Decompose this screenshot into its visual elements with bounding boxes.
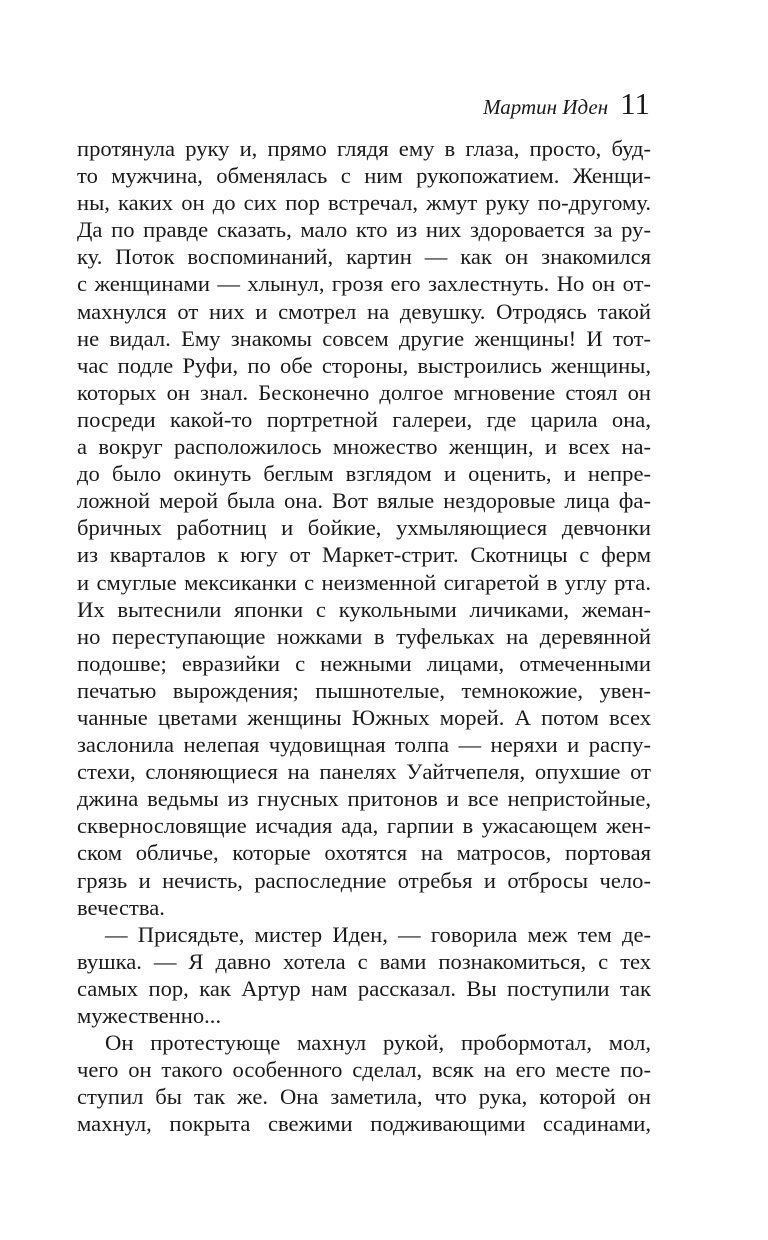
text-line: грязь и нечисть, распоследние отребья и отбросы чело-: [77, 867, 651, 893]
text-line: а вокруг расположилось множество женщин, и всех на-: [77, 434, 651, 460]
text-line: ступил бы так же. Она заметила, что рука, которой он: [77, 1084, 651, 1110]
text-line: стехи, слоняющиеся на панелях Уайтчепеля, опухшие от: [77, 759, 651, 785]
running-head: [483, 88, 650, 120]
body-text: [77, 135, 651, 1137]
text-line: вечества.: [77, 894, 165, 920]
text-line: чего он такого особенного сделал, всяк на его месте по-: [77, 1057, 651, 1083]
text-line: чанные цветами женщины Южных морей. А потом всех: [77, 704, 651, 730]
text-line: ложной мерой была она. Вот вялые нездоровые лица фа-: [77, 488, 651, 514]
text-line: посреди какой-то портретной галереи, где царила она,: [77, 406, 651, 432]
text-line: протянула руку и, прямо глядя ему в глаза, просто, буд-: [77, 136, 651, 161]
text-line: махнулся от них и смотрел на девушку. Отродясь такой: [77, 298, 651, 324]
text-line: час подле Руфи, по обе стороны, выстроились женщины,: [77, 352, 651, 378]
text-line: ны, каких он до сих пор встречал, жмут руку по-другому.: [77, 190, 651, 216]
text-line: до было окинуть беглым взглядом и оценить, и непре-: [77, 461, 651, 487]
text-line: не видал. Ему знакомы совсем другие женщины! И тот-: [77, 325, 651, 351]
text-line: Да по правде сказать, мало кто из них здоровается за ру-: [77, 217, 651, 243]
text-line: с женщинами — хлынул, грозя его захлестнуть. Но он от-: [77, 271, 651, 297]
text-line: сквернословящие исчадия ада, гарпии в ужасающем жен-: [77, 813, 651, 839]
text-line: печатью вырождения; пышнотелые, темнокожие, увен-: [77, 677, 651, 703]
text-line: вушка. — Я давно хотела с вами познакомиться, с тех: [77, 948, 651, 974]
text-line: джина ведьмы из гнусных притонов и все непристойные,: [77, 786, 651, 812]
text-line: мужественно...: [77, 1003, 222, 1028]
text-line: — Присядьте, мистер Иден, — говорила меж тем де-: [105, 921, 651, 947]
text-line: ку. Поток воспоминаний, картин — как он знакомился: [77, 244, 651, 270]
text-line: махнул, покрыта свежими подживающими ссадинами,: [77, 1111, 651, 1137]
text-line: ском обличье, которые охотятся на матросов, портовая: [77, 840, 651, 866]
text-line: и смуглые мексиканки с неизменной сигаретой в углу рта.: [77, 569, 651, 595]
text-line: Он протестующе махнул рукой, пробормотал, мол,: [105, 1030, 651, 1056]
text-line: заслонила нелепая чудовищная толпа — неряхи и распу-: [77, 732, 651, 758]
book-title: Мартин Иден: [483, 95, 609, 119]
text-line: самых пор, как Артур нам рассказал. Вы поступили так: [77, 975, 651, 1001]
text-line: бричных работниц и бойкие, ухмыляющиеся девчонки: [77, 515, 651, 541]
text-line: подошве; евразийки с нежными лицами, отмеченными: [77, 650, 651, 676]
page-number: 11: [620, 86, 650, 121]
text-line: из кварталов к югу от Маркет-стрит. Скотницы с ферм: [77, 542, 651, 568]
text-line: которых он знал. Бесконечно долгое мгновение стоял он: [77, 379, 651, 405]
text-line: Их вытеснили японки с кукольными личиками, жеман-: [77, 596, 651, 622]
text-line: то мужчина, обменялась с ним рукопожатием. Женщи-: [77, 163, 651, 189]
text-line: но переступающие ножками в туфельках на деревянной: [77, 623, 651, 649]
